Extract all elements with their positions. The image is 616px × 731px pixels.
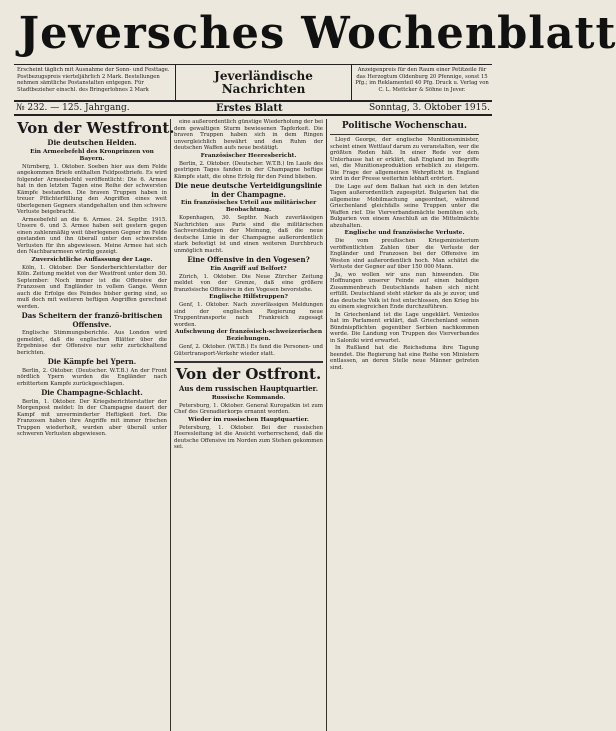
article-paragraph: Berlin, 2. Oktober. (Deutscher. W.T.B.) Im Laufe des gestrigen Tages fanden in der Champagne heftige Kämpfe statt, die ohne Erfolg für den Feind blieben. bbox=[174, 160, 323, 180]
issue-date: Sonntag, 3. Oktober 1915. bbox=[369, 103, 490, 113]
article-paragraph: Berlin, 2. Oktober. (Deutscher. W.T.B.) An der Front nördlich Ypern wurden die Engländer nach erbittertem Kampfe zurückgeschlagen. bbox=[17, 367, 167, 387]
section-divider bbox=[174, 361, 323, 363]
article-paragraph: Genf, 1. Oktober. Nach zuverlässigen Meldungen sind der englischen Regierung neue Truppentransporte nach Frankreich zugesagt worden. bbox=[174, 302, 323, 328]
supplement-title-line2: Nachrichten bbox=[221, 81, 306, 96]
column-3 bbox=[326, 119, 482, 731]
article-paragraph: Kopenhagen, 30. Septbr. Nach zuverlässigen Nachrichten aus Paris sind die militärischen Sachverständigen der Meinung, daß die neue deutsche Linie in der Champagne außerordentlich stark befestigt ist und einen weiteren Durchbruch unmöglich macht. bbox=[174, 215, 323, 254]
article-subheading: Ein Armeebefehl des Kronprinzen von Bayern. bbox=[30, 148, 154, 162]
westfront-headline: Von der Westfront. bbox=[17, 119, 175, 137]
article-paragraph: Petersburg, 1. Oktober. General Kuropatkin ist zum Chef des Grenadierkorps ernannt worden. bbox=[174, 402, 323, 415]
article-heading: Zuversichtliche Auffassung der Lage. bbox=[31, 256, 153, 263]
article-subheading: Ein Angriff auf Belfort? bbox=[210, 265, 287, 272]
article-heading: Die neue deutsche Verteidigungslinie in der Champagne. bbox=[174, 181, 323, 199]
weekly-review-headline: Politische Wochenschau. bbox=[341, 121, 468, 131]
article-paragraph: Die Lage auf dem Balkan hat sich in den letzten Tagen außerordentlich zugespitzt. Bulgarien hat die allgemeine Mobilmachung angeordnet, während Griechenland gleichfalls seine Truppen unter die Waffen rief. Die Vierverbandsmächte bemühen sich, Bulgarien von einem Anschluß an die Mittelmächte abzuhalten. bbox=[330, 183, 479, 229]
ostfront-headline: Von der Ostfront. bbox=[175, 365, 322, 383]
article-heading: Englische und französische Verluste. bbox=[344, 230, 465, 236]
supplement-title bbox=[176, 65, 352, 100]
article-heading: Englische Hilfstruppen? bbox=[209, 294, 288, 300]
article-paragraph: Berlin, 1. Oktober. Der Kriegsberichterstatter der Morgenpost meldet: In der Champagne dauert der Kampf mit unverminderter Heftigkeit fort. Die Franzosen haben ihre Angriffe mit immer frischen Truppen wiederholt, wurden aber überall unter schweren Verlusten abgewiesen. bbox=[17, 398, 167, 437]
column-2 bbox=[170, 119, 326, 731]
article-heading: Eine Offensive in den Vogesen? bbox=[187, 255, 310, 264]
article-paragraph: Zürich, 1. Oktober. Die Neue Zürcher Zeitung meldet von der Grenze, daß eine größere französische Offensive in den Vogesen bevorstehe. bbox=[174, 273, 323, 293]
advertising-info: Anzeigenpreis für den Raum einer Petitzeile für das Herzogtum Oldenburg 20 Pfennige, sonst 15 Pfg.; im Reklamenteil 40 Pfg. Druck u. Verlag von C. L. Mettcker & Söhne in Jever. bbox=[355, 67, 489, 93]
info-bar bbox=[14, 64, 492, 102]
article-paragraph: Lloyd George, der englische Munitionsminister, scheint einen Wettlauf darum zu veranstalten, wer die größten Reden hält. In einer Rede vor dem Unterhause hat er erklärt, daß England im Begriffe sei, die Munitionsproduktion erheblich zu steigern. Die Frage der allgemeinen Wehrpflicht in England wird in der Presse weiterhin lebhaft erörtert. bbox=[330, 137, 479, 182]
article-heading: Aus dem russischen Hauptquartier. bbox=[178, 384, 319, 393]
article-heading: Das Scheitern der franzö-britischen Offensive. bbox=[21, 311, 163, 329]
article-paragraph: Genf, 2. Oktober. (W.T.B.) Es fand die Personen- und Gütertransport-Verkehr wieder statt. bbox=[174, 344, 323, 357]
issue-number: № 232. — 125. Jahrgang. bbox=[16, 103, 130, 113]
article-paragraph: Die vom preußischen Kriegsministerium veröffentlichten Zahlen über die Verluste der Engländer und Franzosen bei der Offensive im Westen sind außerordentlich hoch. Man schätzt die Verluste der Gegner auf über 150 000 Mann. bbox=[330, 238, 479, 270]
article-columns bbox=[14, 119, 492, 731]
article-paragraph: Köln, 1. Oktober. Der Sonderberichterstatter der Köln. Zeitung meldet von der Westfront unter dem 30. September: Noch immer ist die Offensive der Franzosen und Engländer in vollem Gange. Wenn auch die Erfolge des Feindes bisher gering sind, so muß doch mit weiteren heftigen Angriffen gerechnet werden. bbox=[17, 264, 167, 310]
article-paragraph: Englische Stimmungsberichte. Aus London wird gemeldet, daß die englischen Blätter über die Ergebnisse der Offensive nur sehr zurückhaltend berichten. bbox=[17, 330, 167, 356]
subscription-info: Erscheint täglich mit Ausnahme der Sonn- und Festtage. Postbezugspreis vierteljährlich 2 Mark. Bestellungen nehmen sämtliche Postanstalten entgegen. Für Stadtbezieher einschl. des Bringerlohnes 2 Mark bbox=[14, 65, 176, 100]
article-paragraph: Ja, wo wollen wir uns nun hinwenden. Die Hoffnungen unserer Feinde auf einen baldigen Zusammenbruch Deutschlands haben sich nicht erfüllt. Deutschland steht stärker da als je zuvor, und das deutsche Volk ist fest entschlossen, den Krieg bis zu einem siegreichen Ende durchzuführen. bbox=[330, 271, 479, 310]
article-heading: Aufschwung der französisch-schweizerischen Beziehungen. bbox=[174, 329, 323, 342]
issue-bar bbox=[14, 102, 492, 116]
column-1 bbox=[14, 119, 175, 731]
article-paragraph: In Griechenland ist die Lage ungeklärt. Venizelos hat im Parlament erklärt, daß Griechenland seinen Bündnispflichten gegenüber Serbien nachkommen werde. Die Landung von Truppen des Vierverbandes in Saloniki wird erwartet. bbox=[330, 311, 479, 344]
article-paragraph: Armeebefehl an die 6. Armee. 24. Septbr. 1915. Unsere 6. und 3. Armee haben seit gestern gegen einen zahlenmäßig weit überlegenen Gegner im Felde gestanden und ihn überall unter den schwersten Verlusten für ihn abgewiesen. Meine Armee hat sich den Nachbararmeen würdig gezeigt. bbox=[17, 216, 167, 255]
article-subheading: Ein französisches Urteil aus militärischer Beobachtung. bbox=[180, 200, 317, 213]
article-paragraph: eine außerordentlich günstige Wiederholung der bei dem gewaltigen Sturm bewiesenen Tapferkeit. Die braven Truppen haben sich in dem Ringen unvergleichlich bewährt und den Ruhm der deutschen Waffen aufs neue bestätigt. bbox=[174, 119, 323, 151]
article-heading: Wieder im russischen Hauptquartier. bbox=[188, 416, 309, 423]
article-paragraph: Nürnberg, 1. Oktober. Soeben hier aus dem Felde angekommen Briefe enthalten Feldpostbriefe. Es wird folgender Armeebefehl veröffentlicht: Die 6. Armee hat in den letzten Tagen eine Reihe der schwersten Kämpfe bestanden. Die braven Truppen haben in treuer Pflichterfüllung den Angriffen eines weit überlegenen Gegners standgehalten und ihm schwere Verluste beigebracht. bbox=[17, 163, 167, 215]
article-heading: Die Kämpfe bei Ypern. bbox=[47, 357, 137, 366]
article-heading: Die Champagne-Schlacht. bbox=[41, 388, 143, 397]
masthead-title: Jeversches Wochenblatt bbox=[18, 8, 616, 59]
edition-label: Erstes Blatt bbox=[216, 102, 283, 114]
article-subheading: Russische Kommando. bbox=[211, 394, 286, 401]
article-paragraph: Petersburg, 1. Oktober. Bei der russischen Heeresleitung ist die Ansicht vorherrschend, daß die deutsche Offensive im Norden zum Stehen gekommen sei. bbox=[174, 424, 323, 450]
article-heading: Die deutschen Helden. bbox=[47, 138, 137, 147]
article-heading: Französischer Heeresbericht. bbox=[200, 152, 297, 159]
supplement-title-line1: Jeverländische bbox=[214, 68, 313, 83]
article-paragraph: In Rußland hat die Reichsduma ihre Tagung beendet. Die Regierung hat eine Reihe von Ministern entlassen, an deren Stelle neue Männer getreten sind. bbox=[330, 345, 479, 371]
divider bbox=[330, 134, 479, 135]
